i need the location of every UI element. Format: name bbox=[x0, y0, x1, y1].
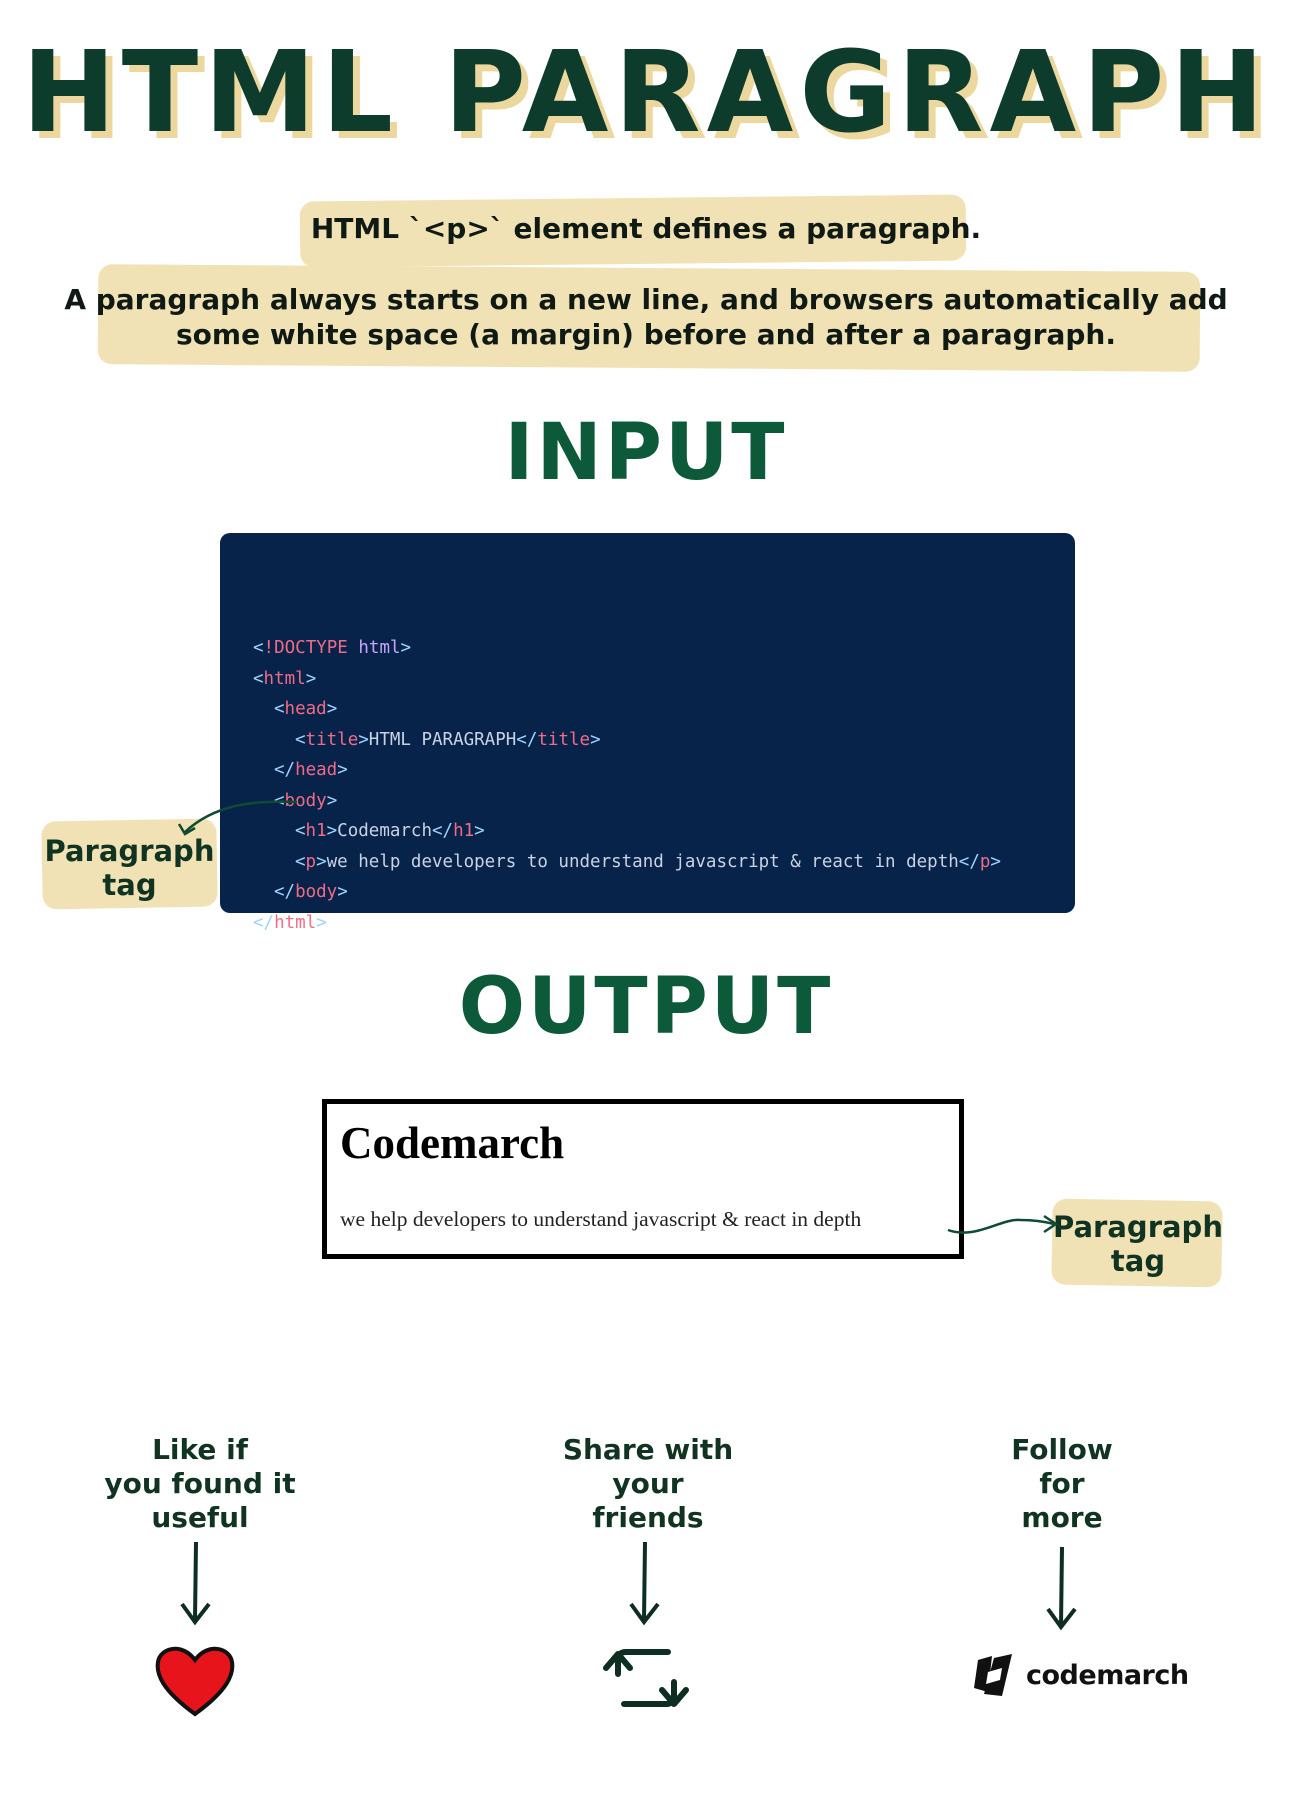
cta-share-line1: Share with bbox=[562, 1433, 734, 1466]
output-pointer-arrow bbox=[946, 1200, 1066, 1250]
input-label-line1: Paragraph bbox=[44, 834, 215, 868]
cta-like-line3: useful bbox=[151, 1501, 249, 1534]
code-tag-name: head bbox=[284, 699, 327, 719]
code-bracket: > bbox=[316, 851, 327, 872]
code-bracket: < bbox=[274, 790, 285, 811]
code-bracket: > bbox=[400, 638, 412, 658]
code-line bbox=[253, 847, 1001, 878]
code-tag-name: h1 bbox=[453, 821, 475, 841]
cta-follow-line2: for bbox=[1039, 1467, 1085, 1500]
code-text: HTML PARAGRAPH bbox=[368, 729, 517, 750]
repost-icon[interactable] bbox=[598, 1640, 694, 1716]
input-heading: INPUT bbox=[504, 408, 788, 498]
code-bracket: </ bbox=[274, 760, 296, 780]
code-bracket: > bbox=[337, 882, 348, 902]
code-bracket: </ bbox=[958, 851, 980, 872]
cta-share-line3: friends bbox=[592, 1501, 704, 1534]
code-bracket: < bbox=[295, 729, 306, 750]
arrow-down-icon bbox=[625, 1540, 665, 1630]
code-bracket: < bbox=[253, 638, 264, 658]
code-tag-name: p bbox=[305, 851, 317, 872]
cta-like-line2: you found it bbox=[104, 1467, 296, 1500]
arrow-down-icon bbox=[176, 1540, 216, 1630]
code-line bbox=[253, 877, 1001, 908]
code-text: Codemarch bbox=[337, 821, 432, 841]
output-paragraph: we help developers to understand javascript & react in depth bbox=[340, 1207, 862, 1231]
code-tag-name: body bbox=[284, 790, 327, 811]
codemarch-logo[interactable] bbox=[972, 1652, 1189, 1698]
heart-icon[interactable] bbox=[152, 1640, 238, 1720]
intro-line-2a: A paragraph always starts on a new line, and browsers automatically add bbox=[64, 283, 1228, 316]
arrow-down-icon bbox=[1042, 1545, 1082, 1635]
code-bracket: > bbox=[316, 912, 327, 933]
code-bracket: </ bbox=[274, 882, 296, 902]
code-bracket: > bbox=[358, 729, 369, 750]
code-tag-name: p bbox=[979, 851, 991, 872]
intro-line-2b: some white space (a margin) before and after a paragraph. bbox=[176, 318, 1116, 351]
code-bracket: > bbox=[326, 821, 338, 841]
code-line bbox=[253, 755, 1001, 786]
code-content bbox=[253, 572, 1001, 938]
code-bracket: > bbox=[590, 729, 601, 750]
input-label-line2: tag bbox=[102, 868, 157, 902]
code-line bbox=[253, 816, 1001, 847]
cta-like-text bbox=[100, 1433, 300, 1535]
code-tag-name: !DOCTYPE bbox=[263, 638, 348, 658]
code-line bbox=[253, 786, 1001, 817]
page-title: HTML PARAGRAPH bbox=[21, 28, 1271, 158]
code-bracket: < bbox=[274, 699, 285, 719]
code-bracket: > bbox=[305, 668, 317, 689]
code-line bbox=[253, 725, 1001, 756]
codemarch-logo-text: codemarch bbox=[1026, 1659, 1189, 1691]
output-heading: OUTPUT bbox=[458, 962, 834, 1052]
code-tag-name: head bbox=[295, 760, 338, 780]
intro-line-2 bbox=[0, 282, 1292, 352]
code-tag-name: html bbox=[274, 912, 317, 933]
code-tag-name: h1 bbox=[305, 821, 327, 841]
cta-like-line1: Like if bbox=[152, 1433, 248, 1466]
code-line bbox=[253, 633, 1001, 664]
input-pointer-arrow bbox=[175, 790, 305, 850]
code-bracket: > bbox=[326, 790, 338, 811]
cta-follow-text bbox=[962, 1433, 1162, 1535]
code-bracket: < bbox=[253, 668, 264, 689]
intro-line-1: HTML `<p>` element defines a paragraph. bbox=[310, 212, 982, 245]
code-line bbox=[253, 664, 1001, 695]
code-text: we help developers to understand javascript & react in depth bbox=[326, 851, 959, 872]
code-bracket: > bbox=[990, 851, 1001, 872]
output-paragraph-tag-label bbox=[1052, 1210, 1224, 1278]
code-bracket: </ bbox=[432, 821, 454, 841]
code-tag-name: title bbox=[305, 729, 359, 750]
code-tag-name: html bbox=[263, 668, 306, 689]
cta-share-text bbox=[548, 1433, 748, 1535]
code-line bbox=[253, 694, 1001, 725]
code-bracket: < bbox=[295, 851, 306, 872]
output-h1: Codemarch bbox=[340, 1118, 565, 1168]
code-bracket: </ bbox=[516, 729, 538, 750]
code-bracket: < bbox=[295, 821, 306, 841]
code-line bbox=[253, 908, 1001, 939]
code-bracket: > bbox=[326, 699, 338, 719]
code-tag-name: title bbox=[537, 729, 591, 750]
code-bracket: > bbox=[474, 821, 485, 841]
codemarch-logo-icon bbox=[972, 1652, 1018, 1698]
cta-follow-line1: Follow bbox=[1011, 1433, 1113, 1466]
cta-share-line2: your bbox=[612, 1467, 684, 1500]
code-bracket: > bbox=[337, 760, 348, 780]
code-attr: html bbox=[347, 638, 401, 658]
output-label-line2: tag bbox=[1110, 1244, 1166, 1278]
cta-follow-line3: more bbox=[1021, 1501, 1103, 1534]
output-label-line1: Paragraph bbox=[1053, 1210, 1223, 1244]
code-tag-name: body bbox=[295, 882, 338, 902]
code-bracket: </ bbox=[253, 912, 275, 933]
